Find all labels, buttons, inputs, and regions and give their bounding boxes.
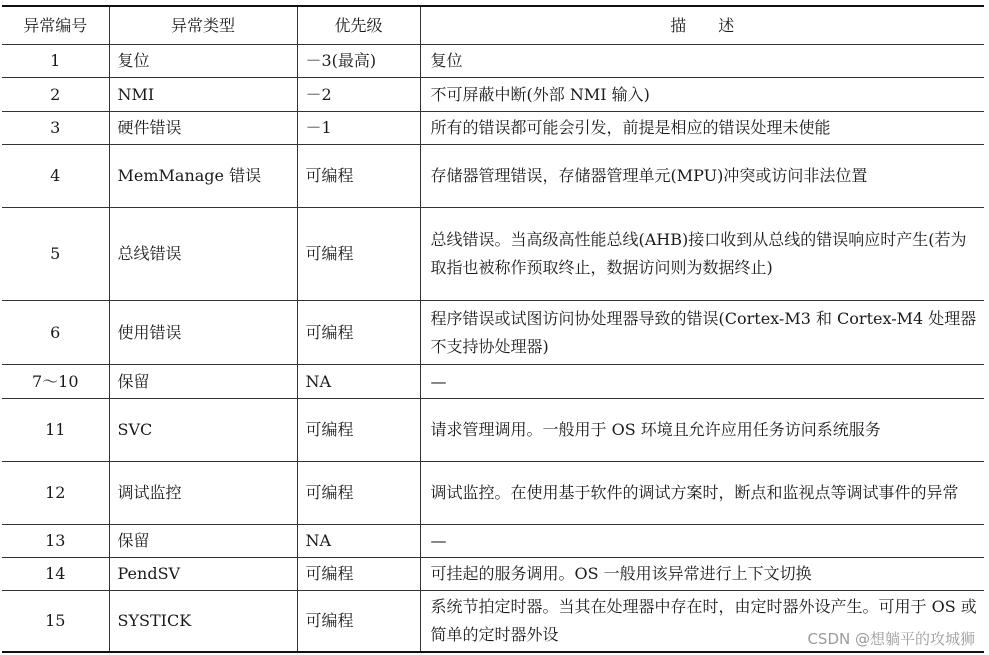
description: 系统节拍定时器。当其在处理器中存在时，由定时器外设产生。可用于 OS 或简单的定时器外设 [420,591,984,653]
exception-type: SYSTICK [109,591,297,653]
description: — [420,365,984,399]
table-row [2,365,984,399]
header-exception-type: 异常类型 [109,6,297,45]
description: 所有的错误都可能会引发，前提是相应的错误处理未使能 [420,112,984,145]
table-row [2,112,984,145]
header-row [2,6,984,45]
priority: 可编程 [297,399,420,462]
exception-type: 使用错误 [109,301,297,365]
table-row [2,462,984,525]
exception-type: SVC [109,399,297,462]
table-row [2,208,984,301]
exception-number: 6 [2,301,109,365]
priority: －2 [297,78,420,112]
exception-number: 12 [2,462,109,525]
table-row [2,558,984,591]
table-row [2,78,984,112]
exception-number: 7～10 [2,365,109,399]
priority: 可编程 [297,462,420,525]
priority: NA [297,365,420,399]
priority: 可编程 [297,301,420,365]
exception-number: 4 [2,145,109,208]
exception-type: 硬件错误 [109,112,297,145]
description: 可挂起的服务调用。OS 一般用该异常进行上下文切换 [420,558,984,591]
exception-type: 保留 [109,525,297,558]
priority: －3(最高) [297,45,420,78]
priority: －1 [297,112,420,145]
exception-type: 保留 [109,365,297,399]
description: 不可屏蔽中断(外部 NMI 输入) [420,78,984,112]
exception-type: PendSV [109,558,297,591]
exception-number: 13 [2,525,109,558]
description: 请求管理调用。一般用于 OS 环境且允许应用任务访问系统服务 [420,399,984,462]
table-row [2,301,984,365]
table-row [2,525,984,558]
priority: NA [297,525,420,558]
exception-number: 3 [2,112,109,145]
exception-table [2,5,984,653]
table-row [2,145,984,208]
table-row [2,45,984,78]
exception-number: 15 [2,591,109,653]
exception-type: 总线错误 [109,208,297,301]
description: — [420,525,984,558]
description: 存储器管理错误，存储器管理单元(MPU)冲突或访问非法位置 [420,145,984,208]
description: 调试监控。在使用基于软件的调试方案时，断点和监视点等调试事件的异常 [420,462,984,525]
header-description: 描 述 [420,6,984,45]
priority: 可编程 [297,558,420,591]
exception-number: 14 [2,558,109,591]
description: 总线错误。当高级高性能总线(AHB)接口收到从总线的错误响应时产生(若为取指也被称作预取终止，数据访问则为数据终止) [420,208,984,301]
exception-type: NMI [109,78,297,112]
exception-number: 5 [2,208,109,301]
description: 程序错误或试图访问协处理器导致的错误(Cortex-M3 和 Cortex-M4 处理器不支持协处理器) [420,301,984,365]
table-row [2,399,984,462]
description: 复位 [420,45,984,78]
exception-number: 11 [2,399,109,462]
exception-number: 2 [2,78,109,112]
header-priority: 优先级 [297,6,420,45]
header-exception-number: 异常编号 [2,6,109,45]
exception-number: 1 [2,45,109,78]
priority: 可编程 [297,208,420,301]
exception-type: MemManage 错误 [109,145,297,208]
exception-type: 调试监控 [109,462,297,525]
watermark: CSDN @想躺平的攻城狮 [807,630,975,648]
exception-type: 复位 [109,45,297,78]
priority: 可编程 [297,591,420,653]
priority: 可编程 [297,145,420,208]
